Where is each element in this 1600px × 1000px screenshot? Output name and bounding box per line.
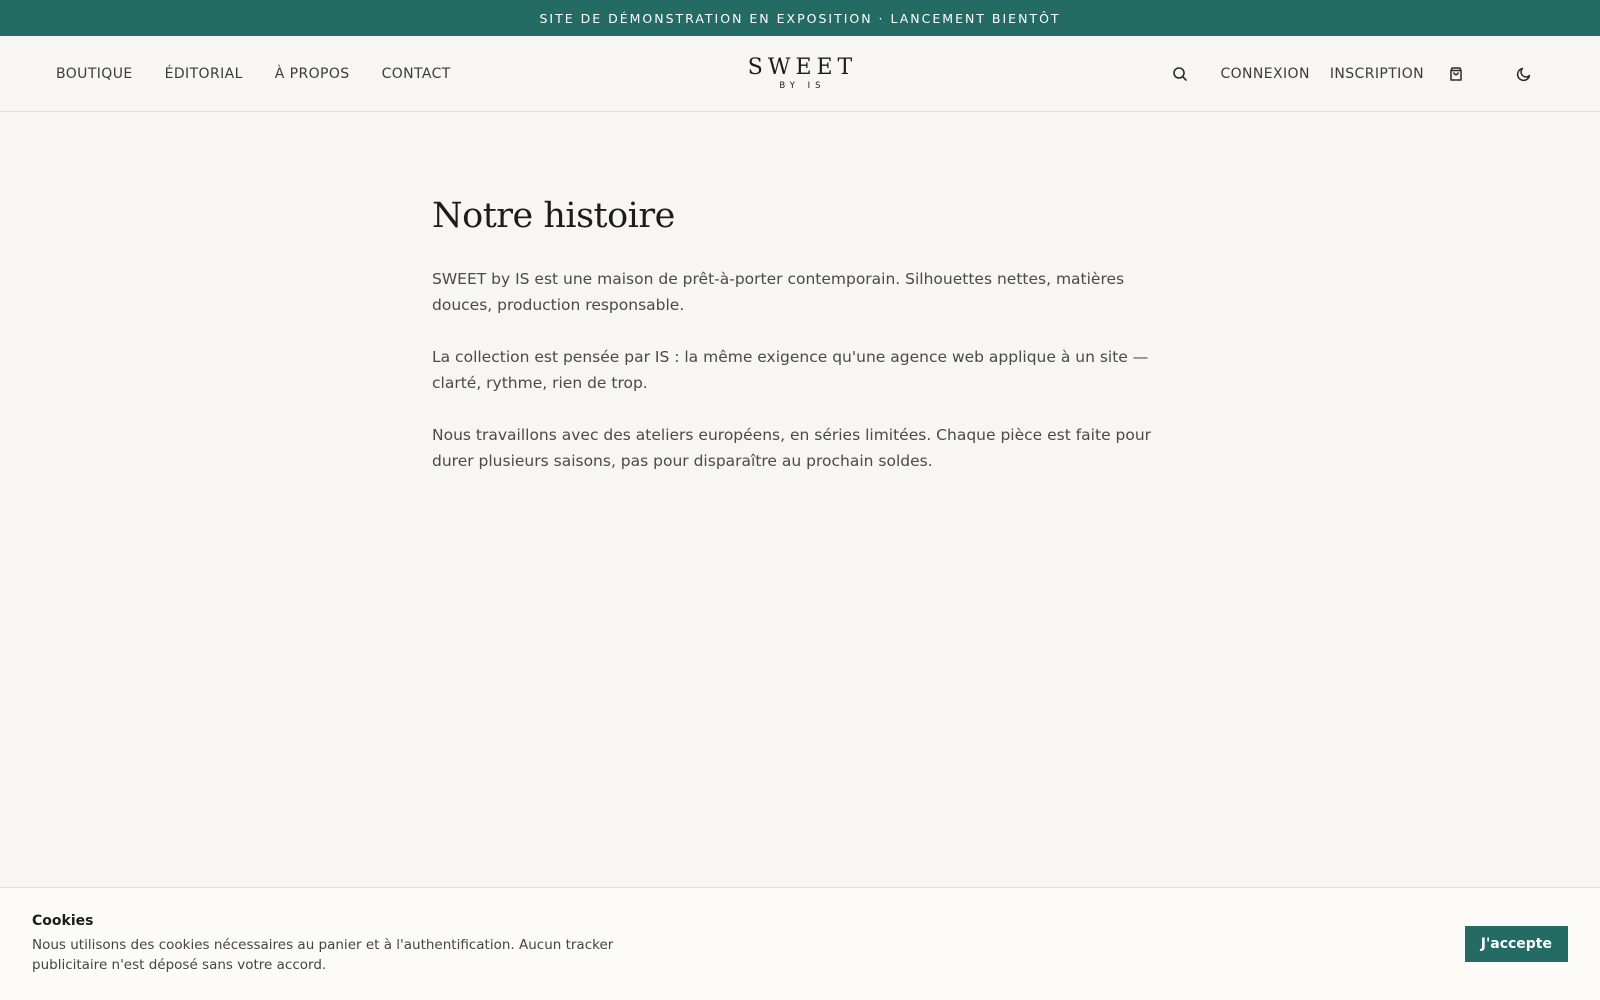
story-paragraph: SWEET by IS est une maison de prêt-à-porter contemporain. Silhouettes nettes, matières douces, production responsable. <box>432 270 1125 314</box>
logo-wordmark: SWEET <box>747 54 858 80</box>
page-title: Notre histoire <box>432 196 675 236</box>
accept-cookies-button[interactable]: J'accepte <box>1465 926 1568 962</box>
about-content <box>432 196 1152 500</box>
moon-icon[interactable] <box>1512 62 1536 86</box>
cookie-banner <box>0 887 1600 1000</box>
site-logo[interactable] <box>743 56 857 92</box>
search-icon[interactable] <box>1168 62 1192 86</box>
login-link[interactable]: CONNEXION <box>1220 65 1310 82</box>
nav-link-editorial[interactable]: ÉDITORIAL <box>164 65 243 82</box>
site-header <box>0 36 1600 112</box>
signup-link[interactable]: INSCRIPTION <box>1329 65 1424 82</box>
nav-link-boutique[interactable]: BOUTIQUE <box>56 65 133 82</box>
nav-link-contact[interactable]: CONTACT <box>381 65 451 82</box>
main-nav <box>56 66 451 82</box>
announcement-bar <box>0 0 1600 36</box>
story-paragraph: Nous travaillons avec des ateliers européens, en séries limitées. Chaque pièce est faite pour durer plusieurs saisons, pas pour disparaître au prochain soldes. <box>432 426 1152 470</box>
announcement-text: SITE DE DÉMONSTRATION EN EXPOSITION · LANCEMENT BIENTÔT <box>539 10 1061 26</box>
cookie-text: Nous utilisons des cookies nécessaires au panier et à l'authentification. Aucun tracker publicitaire n'est déposé sans votre accord. <box>32 937 614 973</box>
story-paragraph: La collection est pensée par IS : la même exigence qu'une agence web applique à un site — clarté, rythme, rien de trop. <box>432 348 1149 392</box>
nav-link-a-propos[interactable]: À PROPOS <box>274 65 350 82</box>
header-actions <box>1168 62 1544 86</box>
shopping-bag-icon[interactable] <box>1444 62 1468 86</box>
cookie-title: Cookies <box>32 913 94 929</box>
logo-subtitle: BY IS <box>779 80 826 91</box>
